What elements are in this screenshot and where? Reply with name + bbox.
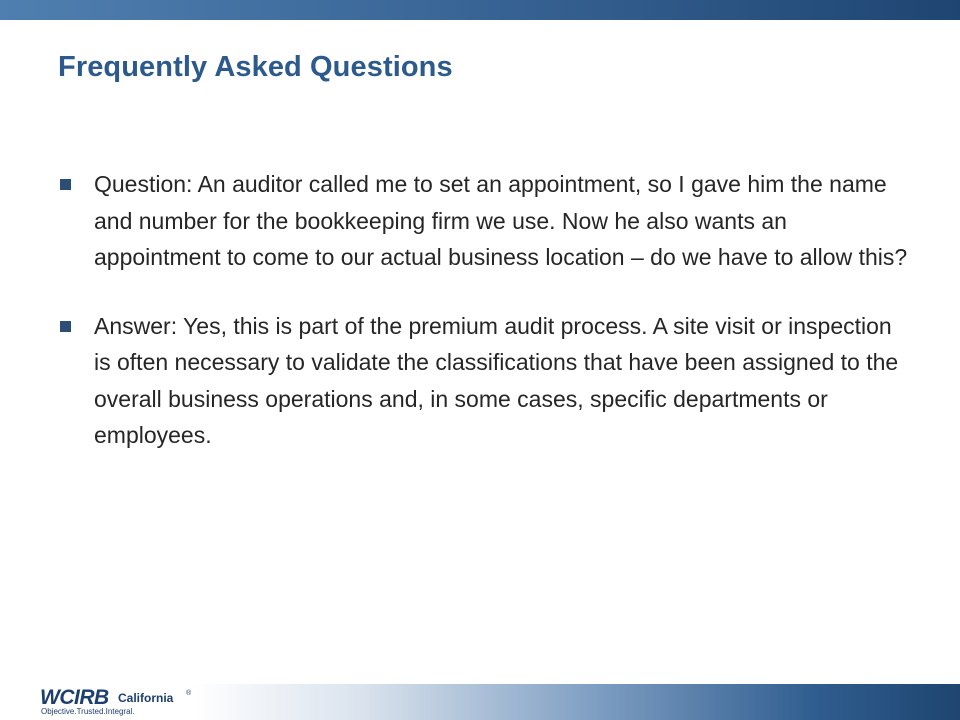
logo-subtitle: California (118, 691, 174, 705)
logo-wordmark: WCIRB (40, 686, 109, 709)
top-header-band (0, 0, 960, 20)
logo-registered-mark: ® (186, 690, 192, 697)
slide-title: Frequently Asked Questions (58, 51, 453, 83)
answer-text: Answer: Yes, this is part of the premium audit process. A site visit or inspection is often necessary to validate the classifications that have been assigned to the overall business operations and, in some cases, specific departments or employees. (94, 312, 899, 448)
logo-tagline: Objective.Trusted.Integral. (41, 707, 135, 716)
square-bullet-icon (60, 179, 71, 190)
answer-bullet (60, 308, 910, 454)
square-bullet-icon (60, 321, 71, 332)
question-text: Question: An auditor called me to set an appointment, so I gave him the name and number for the bookkeeping firm we use. Now he also wants an appointment to come to our actual business location – do we have to allow this? (94, 171, 908, 270)
question-bullet (60, 166, 910, 276)
bullet-list (60, 166, 910, 486)
